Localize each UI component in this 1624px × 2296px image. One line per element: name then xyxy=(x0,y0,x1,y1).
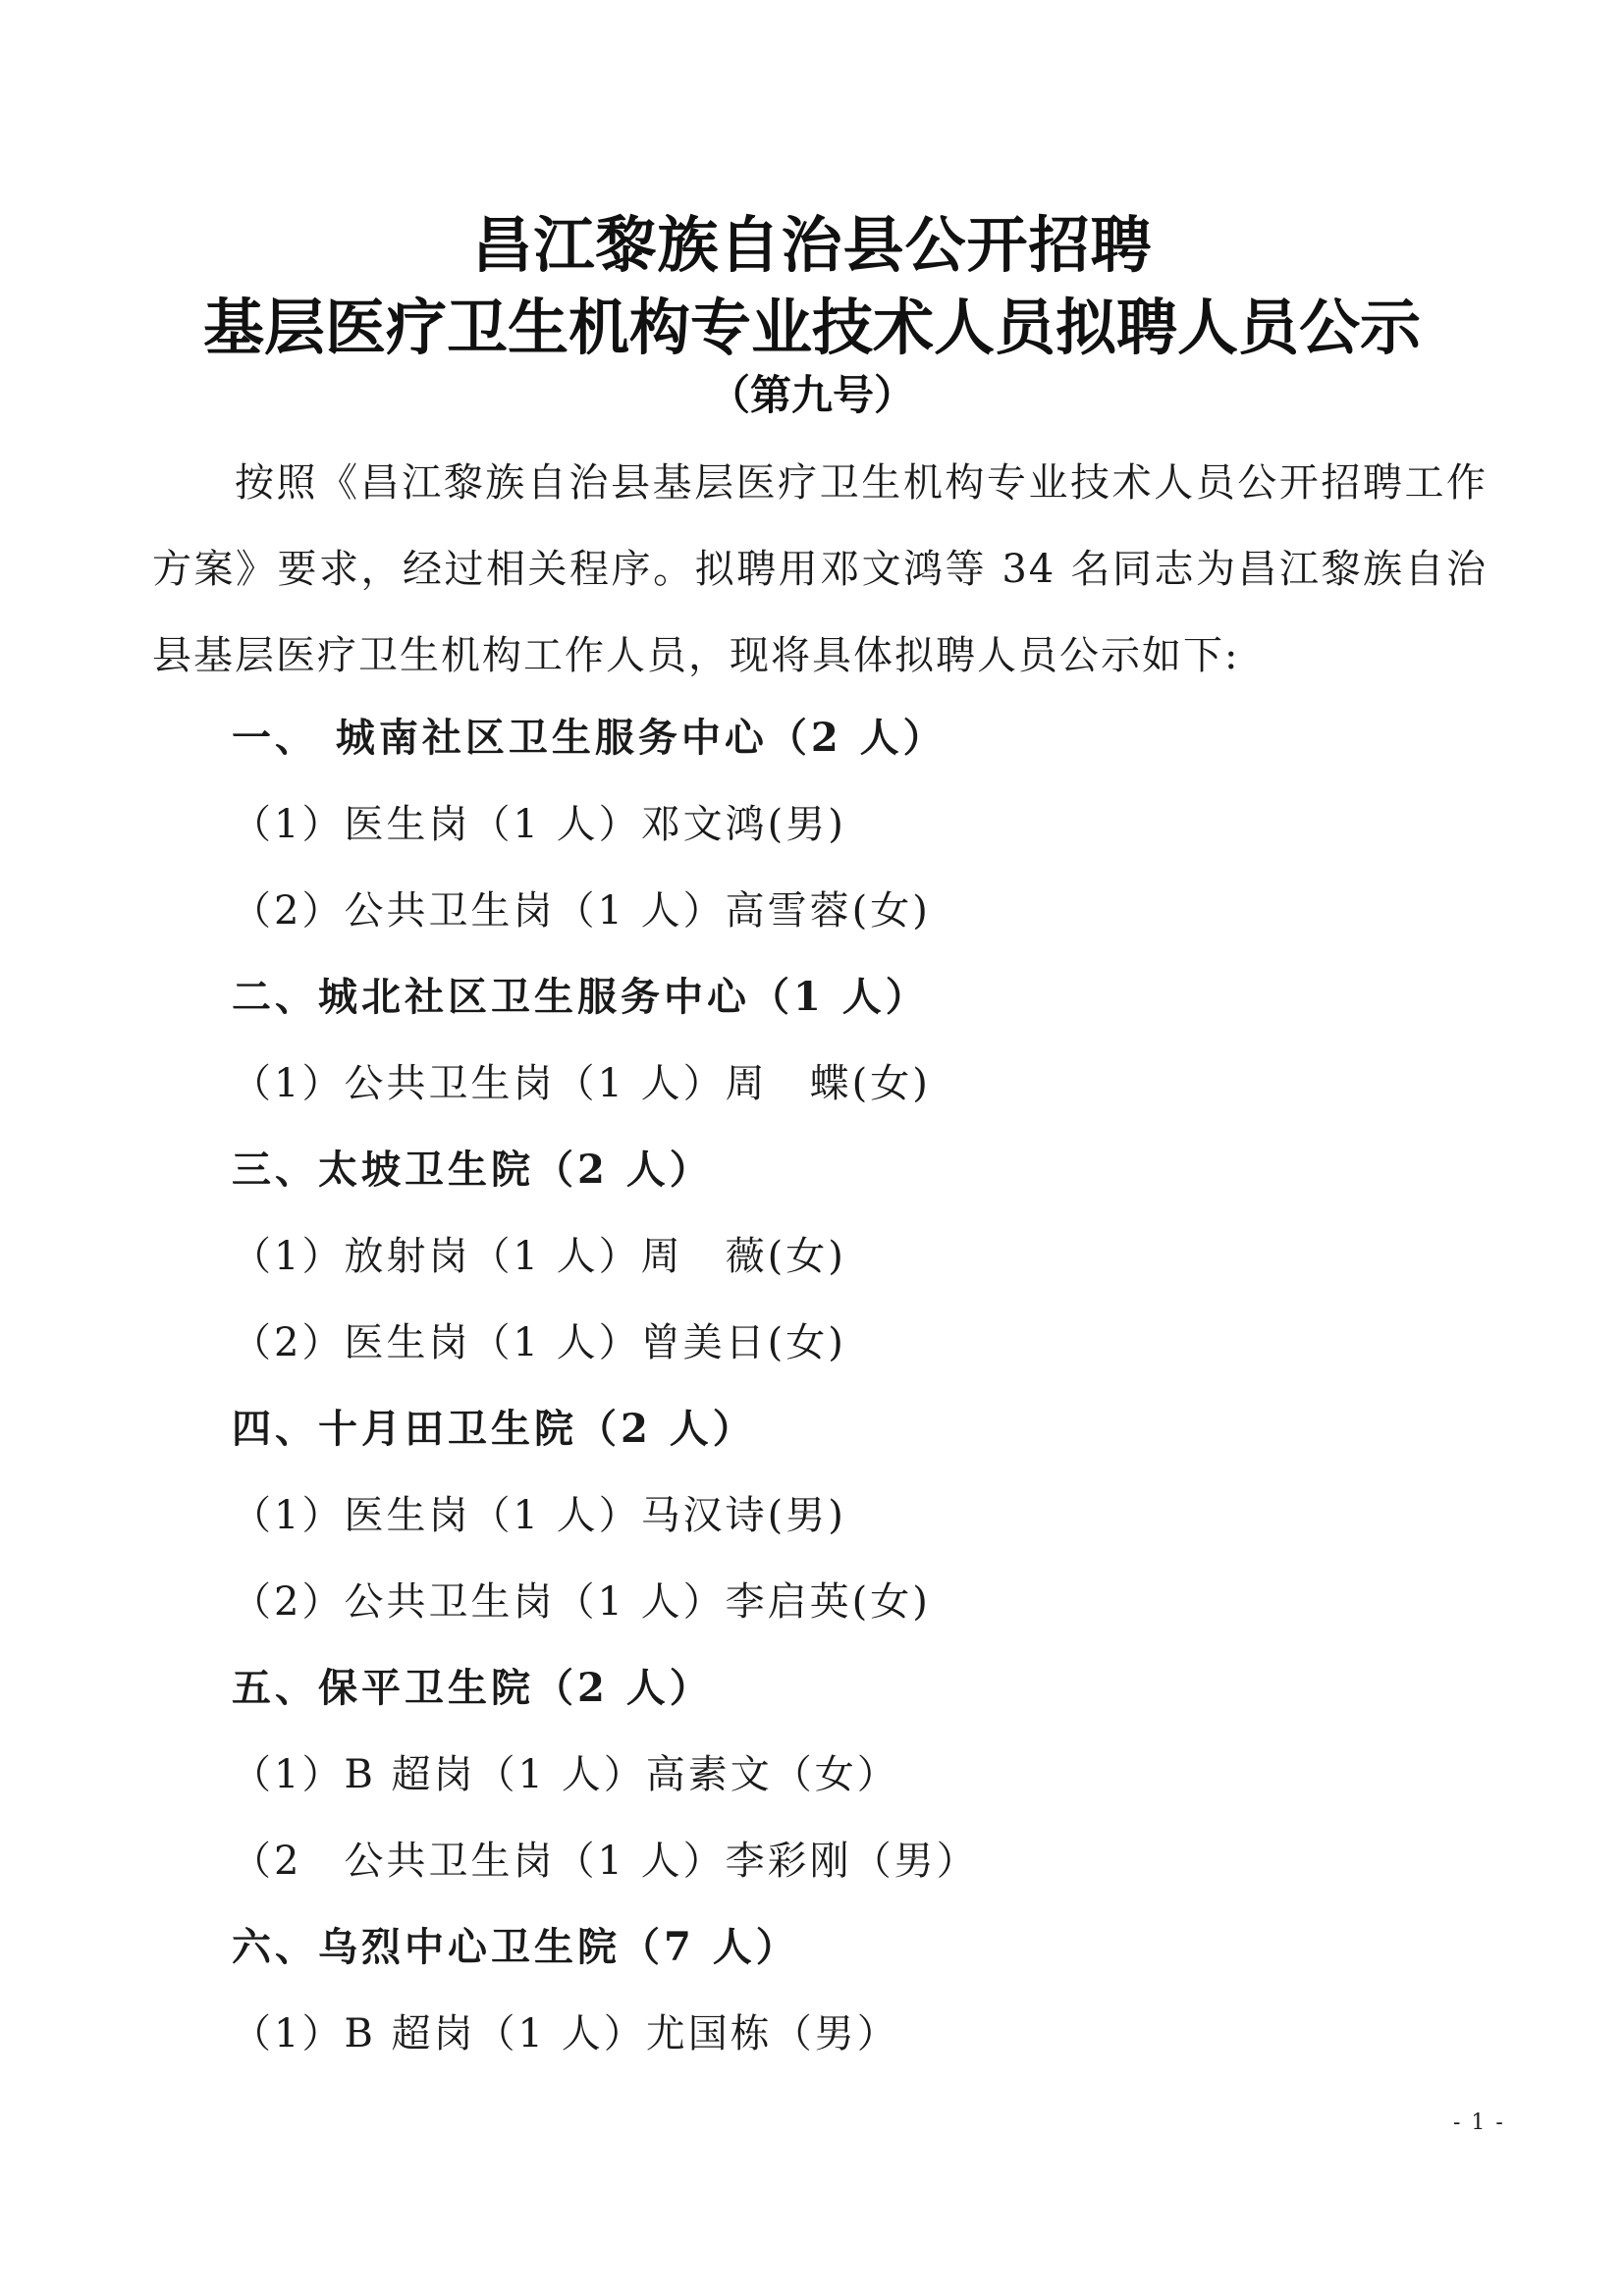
entry-person: 尤国栋（男） xyxy=(645,2011,899,2056)
entry-person: 李启英(女) xyxy=(725,1579,931,1625)
section-heading: 一、 城南社区卫生服务中心（2 人） xyxy=(232,715,947,761)
entry-person: 高雪蓉(女) xyxy=(725,888,931,934)
section-heading: 二、城北社区卫生服务中心（1 人） xyxy=(232,974,929,1020)
section-heading: 五、保平卫生院（2 人） xyxy=(232,1665,713,1711)
entry-person: 李彩刚（男） xyxy=(725,1839,979,1884)
entry-person: 邓文鸿(男) xyxy=(640,802,846,847)
entry-position: （2 公共卫生岗（1 人） xyxy=(232,1839,726,1884)
entry-person: 曾美日(女) xyxy=(640,1320,846,1365)
entry-person: 马汉诗(男) xyxy=(640,1493,846,1538)
list-item xyxy=(232,1830,979,1886)
list-item xyxy=(232,2002,899,2058)
entry-person: 高素文（女） xyxy=(645,1752,899,1797)
intro-paragraph: 按照《昌江黎族自治县基层医疗卫生机构专业技术人员公开招聘工作方案》要求，经过相关程序。拟聘用邓文鸿等 34 名同志为昌江黎族自治县基层医疗卫生机构工作人员，现将具体拟聘人员公示如下: xyxy=(152,460,1488,678)
list-item xyxy=(232,1571,931,1627)
entry-position: （2）公共卫生岗（1 人） xyxy=(232,1579,726,1625)
entry-position: （1）公共卫生岗（1 人） xyxy=(232,1061,726,1106)
title-issue-number: （第九号） xyxy=(708,371,915,419)
list-item xyxy=(232,1052,931,1108)
list-item xyxy=(232,1484,846,1540)
entry-position: （2）公共卫生岗（1 人） xyxy=(232,888,726,934)
list-item xyxy=(232,1743,899,1799)
list-item xyxy=(232,1311,846,1367)
list-item xyxy=(232,1225,846,1281)
entry-position: （1）放射岗（1 人） xyxy=(232,1234,641,1279)
title-line-2: 基层医疗卫生机构专业技术人员拟聘人员公示 xyxy=(202,292,1421,363)
section-heading: 四、十月田卫生院（2 人） xyxy=(232,1406,756,1452)
entry-position: （1）B 超岗（1 人） xyxy=(232,2011,646,2056)
page-number: - 1 - xyxy=(1453,2110,1505,2135)
title-line-1: 昌江黎族自治县公开招聘 xyxy=(471,209,1153,281)
entry-position: （1）B 超岗（1 人） xyxy=(232,1752,646,1797)
entry-person: 周 薇(女) xyxy=(640,1234,846,1279)
entry-position: （1）医生岗（1 人） xyxy=(232,1493,641,1538)
list-item xyxy=(232,793,846,849)
entry-position: （1）医生岗（1 人） xyxy=(232,802,641,847)
list-item xyxy=(232,880,931,935)
entry-person: 周 蝶(女) xyxy=(725,1061,931,1106)
section-heading: 三、太坡卫生院（2 人） xyxy=(232,1147,713,1193)
entry-position: （2）医生岗（1 人） xyxy=(232,1320,641,1365)
section-heading: 六、乌烈中心卫生院（7 人） xyxy=(232,1924,799,1970)
